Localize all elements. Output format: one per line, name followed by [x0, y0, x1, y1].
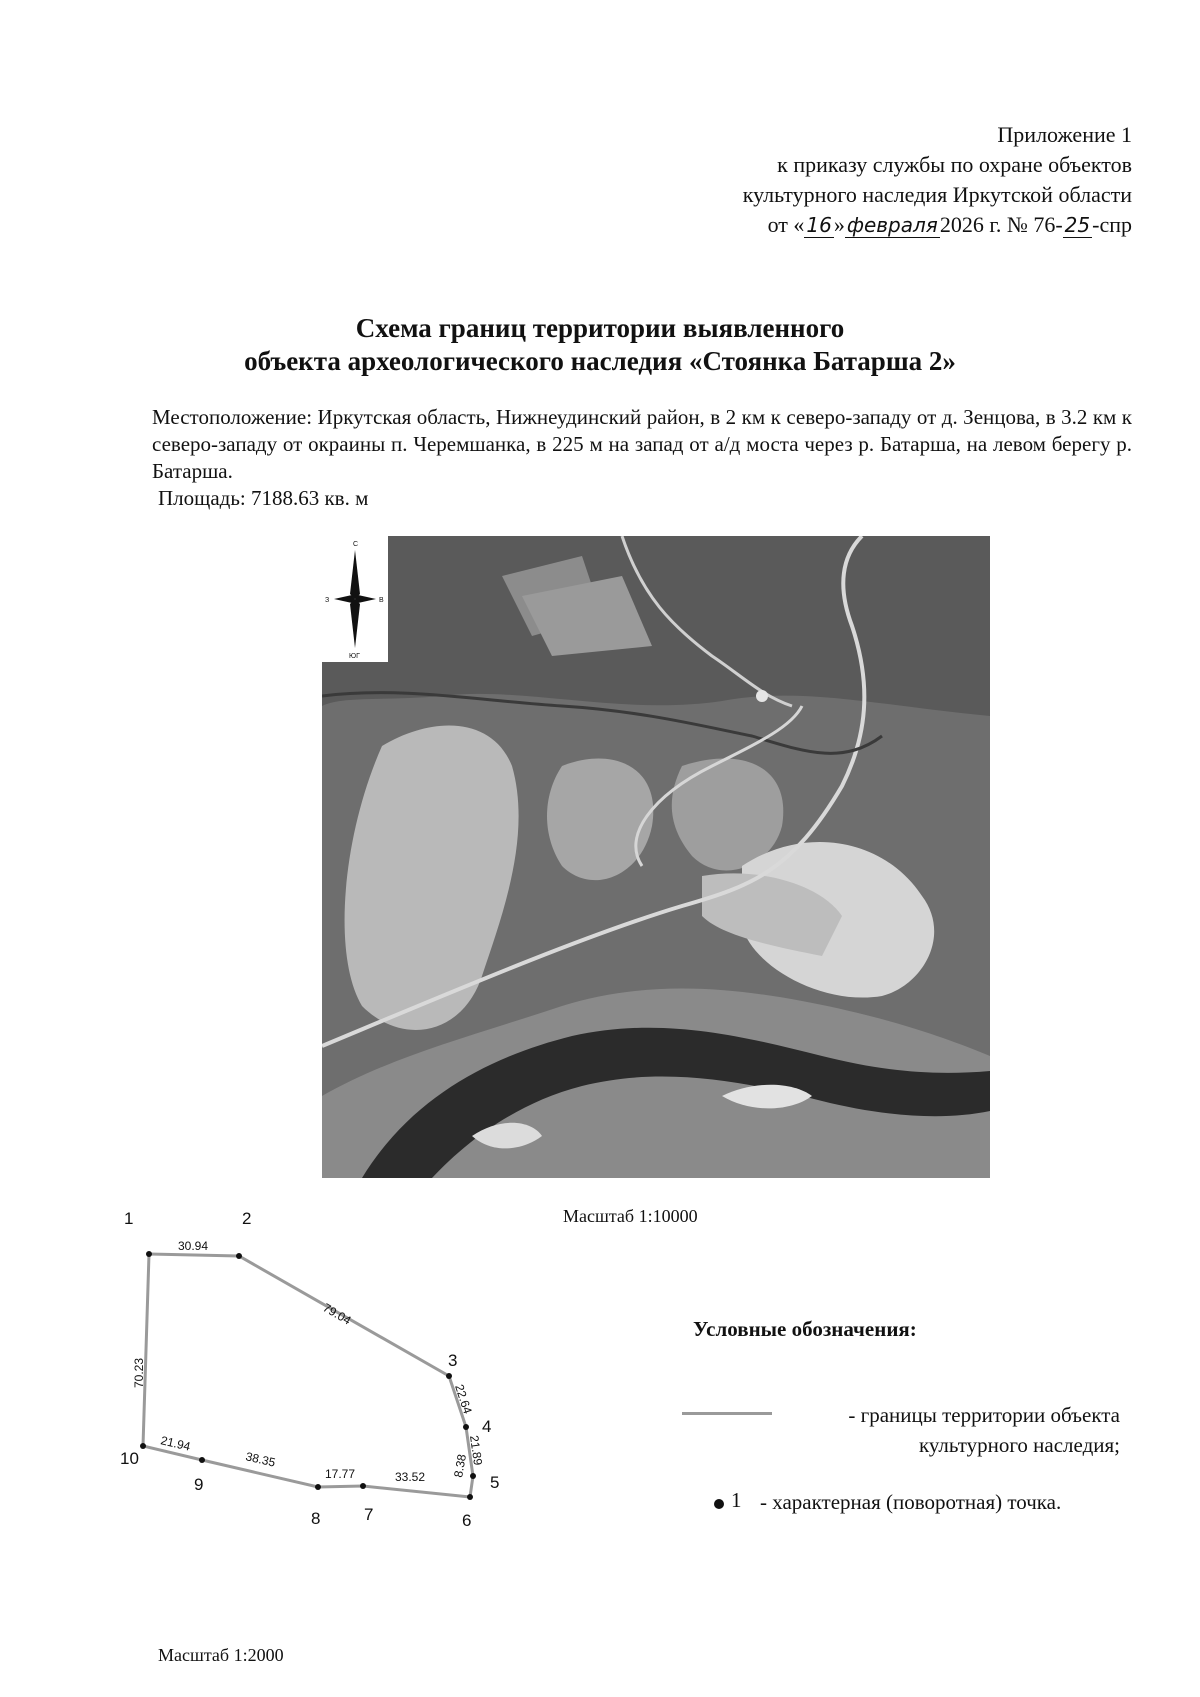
appendix-header — [743, 120, 1132, 240]
segment-label: 22.64 — [452, 1382, 475, 1416]
point-marker — [463, 1424, 469, 1430]
handwritten-order-number: 25 — [1064, 213, 1091, 237]
segment-label: 30.94 — [178, 1239, 209, 1253]
turning-points — [140, 1251, 476, 1500]
point-marker — [199, 1457, 205, 1463]
legend-title: Условные обозначения: — [693, 1317, 917, 1341]
compass-south: ЮГ — [349, 653, 360, 660]
map-scale: Масштаб 1:10000 — [563, 1206, 698, 1226]
date-mid: » — [833, 212, 845, 237]
plan-scale: Масштаб 1:2000 — [158, 1645, 284, 1665]
appendix-date-line — [743, 210, 1132, 240]
title-line-1: Схема границ территории выявленного — [355, 313, 845, 343]
point-labels — [120, 1209, 499, 1530]
segment-labels — [132, 1239, 485, 1484]
legend-boundary-line-2: культурного наследия; — [918, 1433, 1120, 1457]
point-symbol-icon — [714, 1499, 724, 1509]
boundary-line-symbol — [682, 1412, 772, 1415]
handwritten-month: февраля — [846, 213, 938, 237]
boundary-plan — [110, 1198, 540, 1618]
compass-rose — [322, 536, 388, 662]
compass-icon — [322, 536, 388, 662]
segment-label: 8.38 — [451, 1453, 470, 1479]
area-text: Площадь: 7188.63 кв. м — [158, 486, 369, 510]
title-line-2: объекта археологического наследия «Стоянка Батарша 2» — [244, 346, 956, 376]
compass-north: С — [353, 541, 359, 548]
appendix-line-3: культурного наследия Иркутской области — [742, 182, 1132, 207]
segment-label: 21.89 — [467, 1434, 486, 1467]
point-marker — [236, 1253, 242, 1259]
point-marker — [467, 1494, 473, 1500]
point-label: 7 — [364, 1505, 374, 1524]
legend-boundary-line-1: - границы территории объекта — [848, 1403, 1120, 1427]
point-marker — [360, 1483, 366, 1489]
segment-label: 21.94 — [159, 1433, 192, 1454]
point-marker — [470, 1473, 476, 1479]
date-prefix: от « — [767, 212, 805, 237]
point-label: 10 — [120, 1449, 139, 1468]
point-marker — [140, 1443, 146, 1449]
segment-label: 70.23 — [132, 1357, 146, 1388]
point-label: 5 — [490, 1473, 500, 1492]
appendix-line-2: к приказу службы по охране объектов — [777, 152, 1132, 177]
order-suffix: -спр — [1092, 212, 1132, 237]
point-marker — [446, 1373, 452, 1379]
document-title — [0, 312, 1200, 378]
point-label: 2 — [242, 1209, 252, 1228]
date-year: 2026 г. № 76- — [939, 212, 1063, 237]
segment-label: 79.04 — [320, 1300, 354, 1328]
point-marker — [146, 1251, 152, 1257]
segment-label: 17.77 — [325, 1467, 356, 1481]
compass-west: З — [325, 597, 330, 604]
boundary-polygon — [143, 1254, 473, 1497]
appendix-line-1: Приложение 1 — [997, 122, 1132, 147]
point-marker — [315, 1484, 321, 1490]
location-text: Местоположение: Иркутская область, Нижнеудинский район, в 2 км к северо-западу от д. Зенцова, в 3.2 км к северо-западу от окраины п. Черемшанка, в 225 м на запад от а/д моста через р. Батарша, на левом берегу р. Батарша. — [152, 405, 1132, 483]
legend-point-number: 1 — [731, 1488, 742, 1512]
satellite-image — [322, 536, 990, 1178]
handwritten-day: 16 — [806, 213, 832, 237]
point-label: 3 — [448, 1351, 458, 1370]
legend-boundary-text — [790, 1400, 1120, 1460]
legend-point-text: - характерная (поворотная) точка. — [760, 1490, 1062, 1514]
point-label: 9 — [194, 1475, 204, 1494]
satellite-map — [322, 536, 990, 1178]
point-label: 1 — [124, 1209, 134, 1228]
point-label: 6 — [462, 1511, 472, 1530]
point-label: 4 — [482, 1417, 492, 1436]
point-label: 8 — [311, 1509, 321, 1528]
segment-label: 33.52 — [395, 1470, 426, 1484]
compass-east: В — [379, 597, 384, 604]
segment-label: 38.35 — [244, 1449, 277, 1470]
